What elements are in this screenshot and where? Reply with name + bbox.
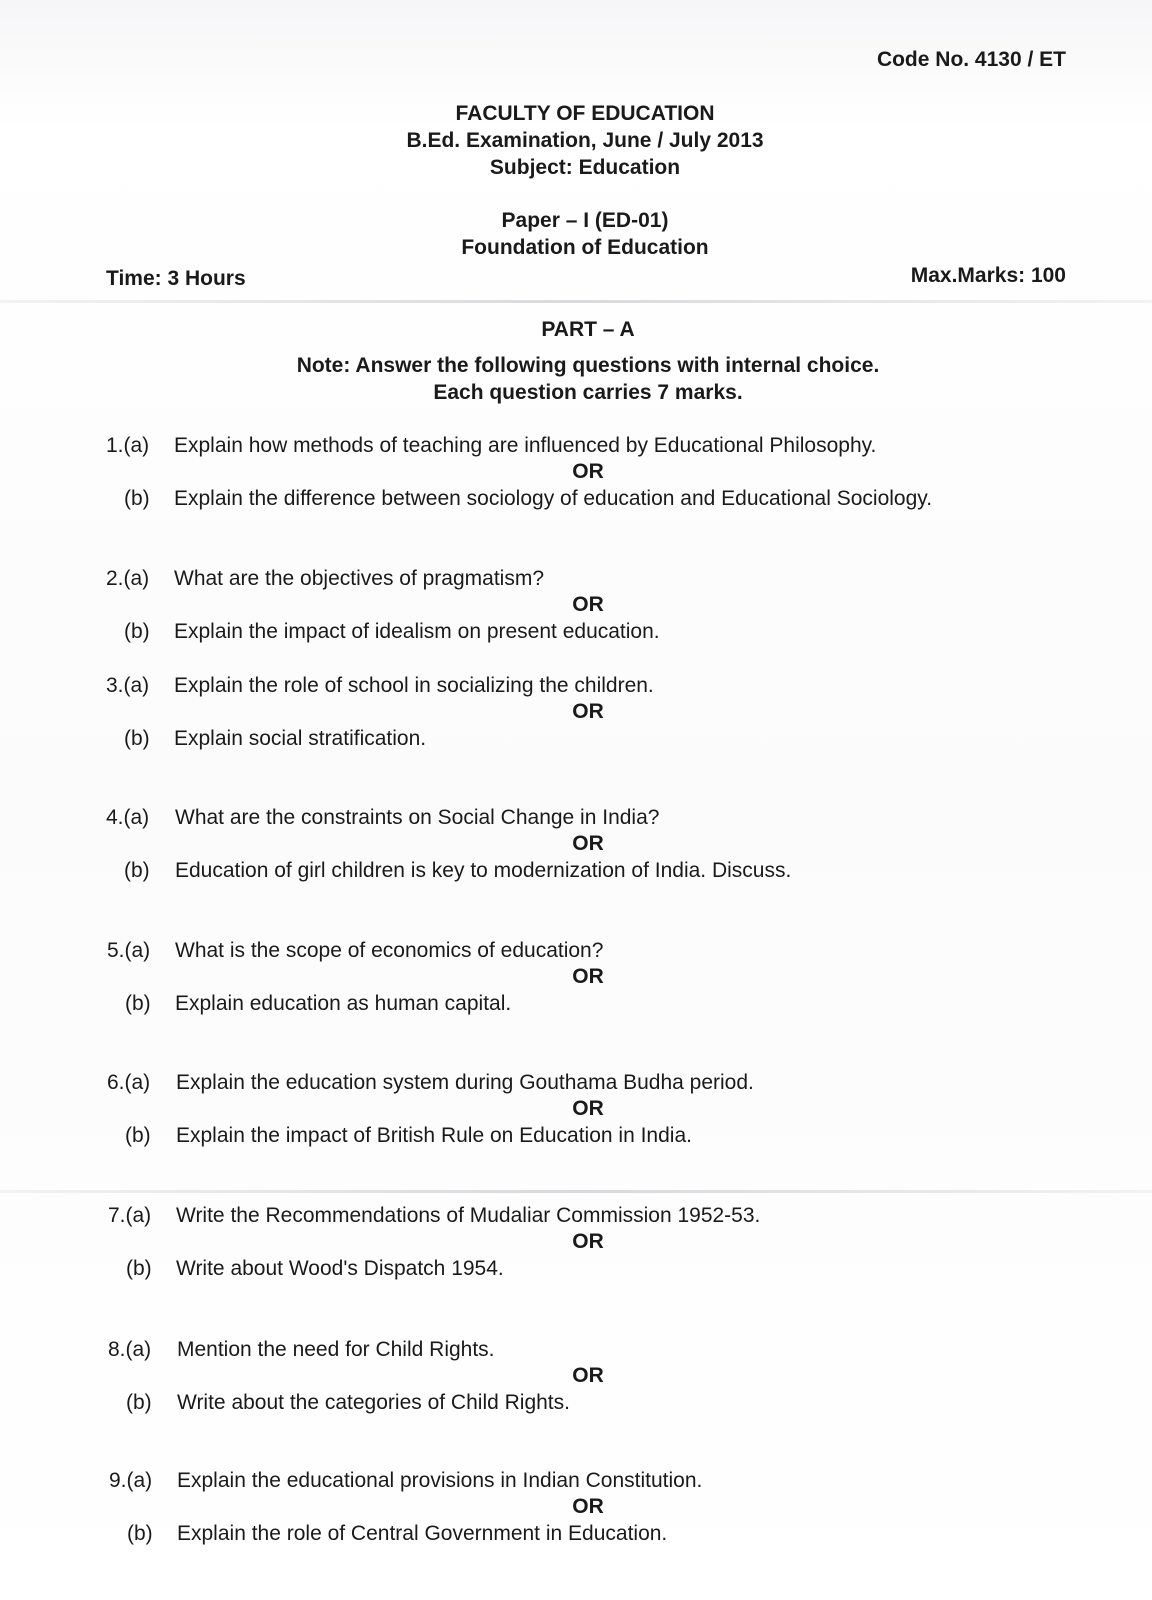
question-text-a: What is the scope of economics of education? [175,939,604,962]
exam-heading: B.Ed. Examination, June / July 2013 [406,129,764,152]
or-separator: OR [572,1495,604,1518]
question-number: 8.(a) [108,1338,152,1361]
question-text-b: Write about the categories of Child Rights. [177,1391,570,1414]
or-separator: OR [572,593,604,616]
question-number: 2.(a) [106,567,150,590]
question-option-b-number: (b) [126,1391,152,1414]
max-marks: Max.Marks: 100 [910,264,1066,287]
question-number: 6.(a) [107,1071,151,1094]
question-number: 1.(a) [106,434,150,457]
or-separator: OR [572,1097,604,1120]
subject-heading: Subject: Education [489,156,681,179]
code-number: Code No. 4130 / ET [876,48,1066,71]
question-text-a: Explain the education system during Gouthama Budha period. [176,1071,754,1094]
or-separator: OR [572,965,604,988]
faculty-heading: FACULTY OF EDUCATION [455,102,715,125]
question-text-a: Mention the need for Child Rights. [177,1338,495,1361]
question-text-a: What are the constraints on Social Change in India? [175,806,660,829]
question-text-b: Explain the difference between sociology of education and Educational Sociology. [174,487,933,510]
question-number: 3.(a) [106,674,150,697]
question-text-b: Explain the impact of idealism on present education. [174,620,660,643]
question-option-b-number: (b) [124,620,150,643]
question-option-b-number: (b) [124,727,150,750]
question-number: 4.(a) [106,806,150,829]
or-separator: OR [572,1364,604,1387]
question-text-a: Write the Recommendations of Mudaliar Commission 1952-53. [176,1204,761,1227]
question-text-a: What are the objectives of pragmatism? [174,567,545,590]
question-option-b-number: (b) [124,859,150,882]
or-separator: OR [572,1230,604,1253]
paper-heading: Paper – I (ED-01) [501,209,669,232]
part-title: PART – A [541,318,635,341]
question-text-a: Explain the role of school in socializing the children. [174,674,654,697]
or-separator: OR [572,832,604,855]
question-text-b: Write about Wood's Dispatch 1954. [176,1257,504,1280]
note-line-1: Note: Answer the following questions with internal choice. [296,354,880,377]
question-option-b-number: (b) [125,992,151,1015]
question-text-b: Explain social stratification. [174,727,427,750]
question-text-b: Explain the impact of British Rule on Education in India. [176,1124,692,1147]
question-text-a: Explain the educational provisions in Indian Constitution. [177,1469,703,1492]
question-option-b-number: (b) [125,1124,151,1147]
paper-fold-line [0,300,1152,303]
or-separator: OR [572,700,604,723]
question-text-b: Explain education as human capital. [175,992,512,1015]
note-line-2: Each question carries 7 marks. [433,381,743,404]
question-number: 9.(a) [109,1469,153,1492]
question-text-b: Explain the role of Central Government in Education. [177,1522,668,1545]
question-number: 5.(a) [107,939,151,962]
paper-fold-line [0,1190,1152,1193]
question-text-b: Education of girl children is key to modernization of India. Discuss. [175,859,792,882]
question-option-b-number: (b) [124,487,150,510]
question-number: 7.(a) [108,1204,152,1227]
question-text-a: Explain how methods of teaching are influenced by Educational Philosophy. [174,434,877,457]
or-separator: OR [572,460,604,483]
question-option-b-number: (b) [126,1257,152,1280]
paper-title: Foundation of Education [461,236,709,259]
question-option-b-number: (b) [127,1522,153,1545]
time-allowed: Time: 3 Hours [106,267,246,290]
